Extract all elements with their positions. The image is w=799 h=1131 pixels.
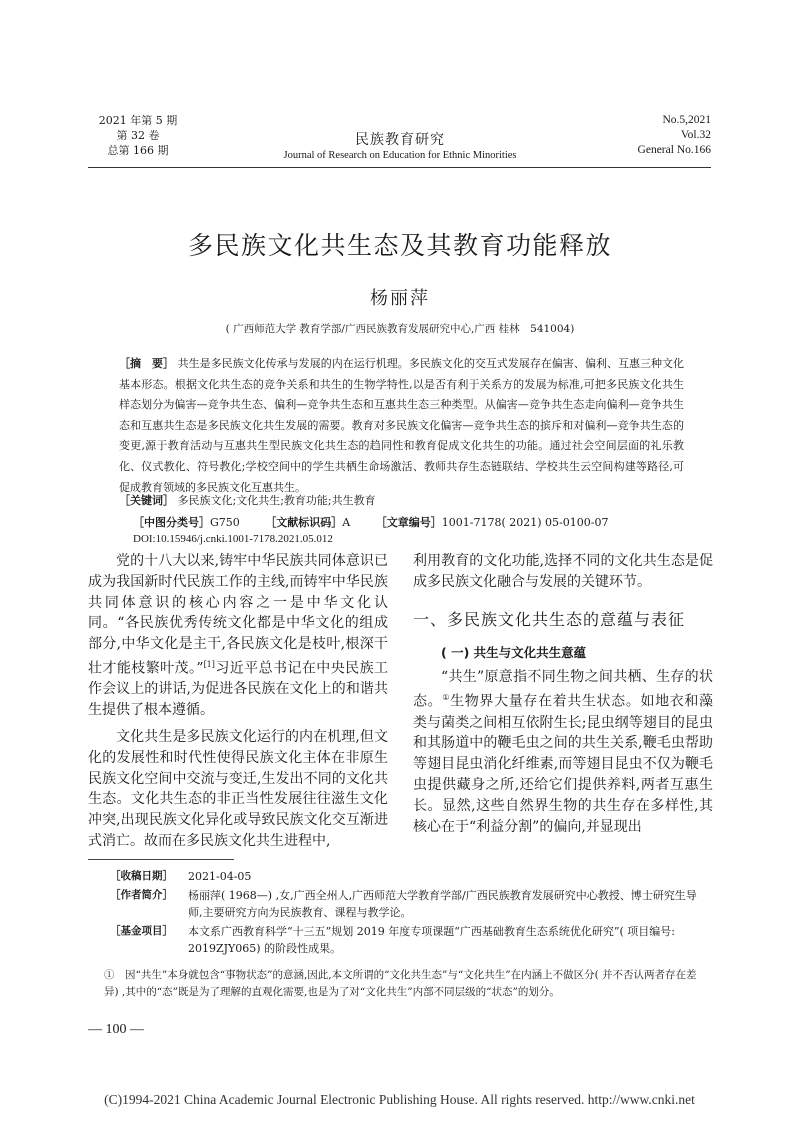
subsection-heading: ( 一) 共生与文化共生意蕴 xyxy=(441,644,587,660)
body-paragraph xyxy=(413,667,713,837)
journal-name xyxy=(240,131,560,163)
article-title: 多民族文化共生态及其教育功能释放 xyxy=(187,231,612,260)
issue-info-en xyxy=(600,113,711,158)
issue-year: 2021 年第 5 期 xyxy=(98,114,178,127)
doi: DOI:10.15946/j.cnki.1001-7178.2021.05.012 xyxy=(133,533,333,545)
journal-name-en: Journal of Research on Education for Ethnic Minorities xyxy=(283,150,517,161)
article-no-value: 1001-7178( 2021) 05-0100-07 xyxy=(441,516,609,529)
footnote-rule xyxy=(88,859,234,860)
received-date xyxy=(110,868,710,885)
body-column-right xyxy=(413,551,713,837)
issue-vol: Vol.32 xyxy=(680,129,711,141)
issue-no: No.5,2021 xyxy=(662,114,711,126)
fund-project xyxy=(110,923,710,957)
citation-ref: [1] xyxy=(203,659,215,669)
footnote-ref: ① xyxy=(442,693,451,703)
clc-value: G750 xyxy=(210,516,240,529)
author-affiliation: ( 广西师范大学 教育学部/广西民族教育发展研究中心,广西 桂林 541004) xyxy=(225,323,575,335)
paragraph-text: 习近平总书记在中央民族工作会议上的讲话,为促进各民族在文化上的和谐共生提供了根本遵循。 xyxy=(88,660,388,719)
body-paragraph xyxy=(88,551,388,721)
body-column-left xyxy=(88,551,388,852)
section-heading: 一、多民族文化共生态的意蕴与表征 xyxy=(413,609,686,629)
article-no-label: ［文章编号］ xyxy=(375,516,442,529)
doc-code-label: ［文献标识码］ xyxy=(265,516,343,529)
issue-general: General No.166 xyxy=(637,144,711,156)
keywords-text: 多民族文化;文化共生;教育功能;共生教育 xyxy=(177,494,376,507)
footnotes xyxy=(110,868,710,957)
clc-label: ［中图分类号］ xyxy=(133,516,210,529)
page-number: — 100 — xyxy=(88,1022,144,1037)
journal-name-cn: 民族教育研究 xyxy=(355,132,445,148)
copyright-notice: (C)1994-2021 China Academic Journal Electronic Publishing House. All rights reserved. http://www.cnki.net xyxy=(104,1092,695,1107)
author-bio-text: 杨丽萍( 1968—) ,女,广西全州人,广西师范大学教育学部/广西民族教育发展研究中心教授、博士研究生导师,主要研究方向为民族教育、课程与教学论。 xyxy=(188,889,697,919)
abstract-label: ［摘 要］ xyxy=(119,357,175,370)
issue-total: 总第 166 期 xyxy=(107,144,169,157)
issue-info xyxy=(88,113,188,158)
received-value: 2021-04-05 xyxy=(188,870,252,883)
article-author: 杨丽萍 xyxy=(370,288,430,309)
received-label: ［收稿日期］ xyxy=(110,870,173,882)
body-paragraph: 利用教育的文化功能,选择不同的文化共生态是促成多民族文化融合与发展的关键环节。 xyxy=(413,553,713,590)
issue-volume: 第 32 卷 xyxy=(116,129,160,142)
abstract-text: 共生是多民族文化传承与发展的内在运行机理。多民族文化的交互式发展存在偏害、偏利、互惠三种文化基本形态。根据文化共生态的竞争关系和共生的生物学特性,以是否有利于关系方的发展为标准,可把多民族文化共生样态划分为偏害—竞争共生态、偏利—竞争共生态和互惠共生态三种类型。从偏害—竞争共生态走向偏利—竞争共生态和互惠共生态是多民族文化共生发展的需要。教育对多民族文化偏害—竞争共生态的摈斥和对偏利—竞争共生态的变更,源于教育活动与互惠共生型民族文化共生态的趋同性和教育促成文化共生的功能。通过社会空间层面的礼乐教化、仪式教化、符号教化;学校空间中的学生共栖生命场激活、教师共存生态链联结、学校共生云空间构建等路径,可促成教育领域的多民族文化互惠共生。 xyxy=(119,357,685,494)
author-bio xyxy=(110,887,710,921)
body-paragraph: 文化共生是多民族文化运行的内在机理,但文化的发展性和时代性使得民族文化主体在非原生民族文化空间中交流与变迁,生发出不同的文化共生态。文化共生态的非正当性发展往往滋生文化冲突,出现民族文化异化或导致民族文化交互渐进式消亡。故而在多民族文化共生进程中, xyxy=(88,729,388,850)
footnote-note: ① 因“共生”本身就包含“事物状态”的意涵,因此,本文所谓的“文化共生态”与“文化共生”在内涵上不做区分( 并不否认两者存在差异) ,其中的“态”既是为了理解的直观化需要,也是为了对“文化共生”内部不同层级的“状态”的划分。 xyxy=(104,969,697,998)
header-rule xyxy=(88,167,711,168)
fund-text: 本文系广西教育科学“十三五”规划 2019 年度专项课题“广西基础教育生态系统优化研究”( 项目编号: 2019ZJY065) 的阶段性成果。 xyxy=(188,925,675,955)
paragraph-text: “共生”原意指不同生物之间共栖、生存的状态。 xyxy=(413,669,713,710)
classification-line xyxy=(133,514,693,530)
fund-label: ［基金项目］ xyxy=(110,925,173,937)
author-bio-label: ［作者简介］ xyxy=(110,889,173,901)
keywords xyxy=(119,492,684,508)
paragraph-text: 生物界大量存在着共生状态。如地衣和藻类与菌类之间相互依附生长;昆虫纲等翅目的昆虫和其肠道中的鞭毛虫之间的共生关系,鞭毛虫帮助等翅目昆虫消化纤维素,而等翅目昆虫不仅为鞭毛虫提供藏身之所,还给它们提供养料,两者互惠生长。显然,这些自然界生物的共生存在多样性,其核心在于“利益分割”的偏向,并显现出 xyxy=(413,693,714,835)
paragraph-text: 党的十八大以来,铸牢中华民族共同体意识已成为我国新时代民族工作的主线,而铸牢中华民族共同体意识的核心内容之一是中华文化认同。“各民族优秀传统文化都是中华文化的组成部分,中华文化是主干,各民族文化是枝叶,根深干壮才能枝繁叶茂。” xyxy=(88,553,388,677)
doc-code-value: A xyxy=(342,516,351,529)
abstract xyxy=(119,354,684,498)
keywords-label: ［关键词］ xyxy=(119,494,174,507)
